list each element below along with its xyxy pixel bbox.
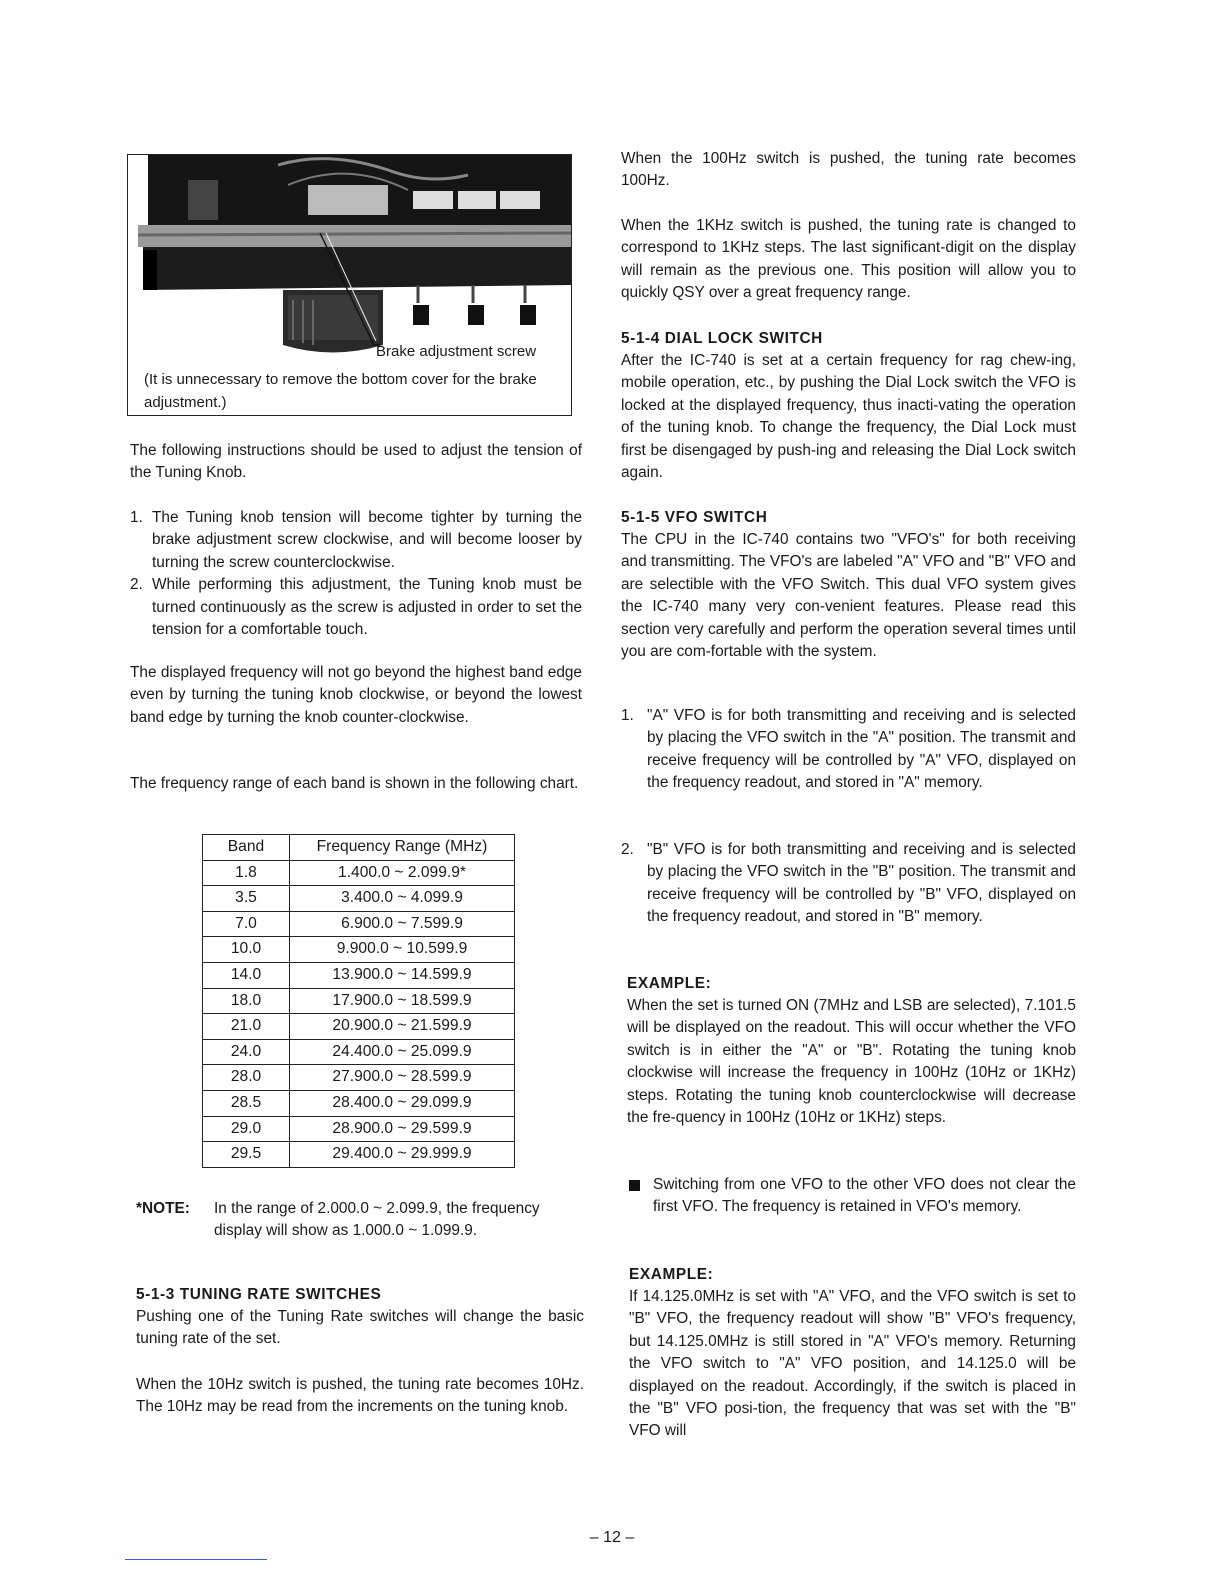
table-row bbox=[203, 1065, 515, 1091]
list-number: 2. bbox=[621, 841, 634, 858]
list-item bbox=[130, 507, 582, 574]
band-cell: 18.0 bbox=[203, 988, 290, 1014]
list-text: "B" VFO is for both transmitting and receiving and is selected by placing the VFO switch in the "B" position. The transmit and receive frequency will be controlled by "B" VFO, displayed on the frequency readout, and stored in "B" memory. bbox=[647, 841, 1076, 926]
band-cell: 1.8 bbox=[203, 860, 290, 886]
table-row bbox=[203, 1090, 515, 1116]
band-edge-paragraph: The displayed frequency will not go beyond the highest band edge even by turning the tuning knob clockwise, or beyond the lowest band edge by turning the knob counter-clockwise. bbox=[130, 664, 582, 726]
table-row bbox=[203, 860, 515, 886]
intro-paragraph: The following instructions should be used to adjust the tension of the Tuning Knob. bbox=[130, 442, 582, 482]
range-cell: 27.900.0 ~ 28.599.9 bbox=[290, 1065, 515, 1091]
range-cell: 29.400.0 ~ 29.999.9 bbox=[290, 1142, 515, 1168]
band-cell: 14.0 bbox=[203, 962, 290, 988]
table-row bbox=[203, 1116, 515, 1142]
band-cell: 24.0 bbox=[203, 1039, 290, 1065]
band-cell: 28.5 bbox=[203, 1090, 290, 1116]
footer-rule bbox=[125, 1559, 267, 1560]
frequency-table bbox=[202, 834, 515, 1168]
list-text: While performing this adjustment, the Tuning knob must be turned continuously as the screw is adjusted in order to set the tension for a comfortable touch. bbox=[152, 576, 582, 639]
1khz-paragraph: When the 1KHz switch is pushed, the tuning rate is changed to correspond to 1KHz steps. The last significant-digit on the display will remain as the previous one. This position will allow you to quickly QSY over a great frequency range. bbox=[621, 217, 1076, 302]
100hz-paragraph: When the 100Hz switch is pushed, the tuning rate becomes 100Hz. bbox=[621, 150, 1076, 190]
figure-caption: (It is unnecessary to remove the bottom cover for the brake adjustment.) bbox=[144, 371, 537, 411]
section-heading: 5-1-3 TUNING RATE SWITCHES bbox=[136, 1286, 382, 1303]
list-item bbox=[621, 705, 1076, 795]
example-paragraph: If 14.125.0MHz is set with "A" VFO, and the VFO switch is set to "B" VFO, the frequency readout will show "B" VFO's frequency, but 14.125.0MHz is still stored in "A" VFO's memory. Returning the VFO switch to "A" VFO position, and 14.125.0 will be displayed on the readout. Accordingly, if the switch is placed in the "B" VFO posi-tion, the frequency that was set with the "B" VFO will bbox=[629, 1288, 1076, 1440]
band-cell: 3.5 bbox=[203, 886, 290, 912]
example-heading: EXAMPLE: bbox=[629, 1266, 714, 1283]
bullet-text: Switching from one VFO to the other VFO does not clear the first VFO. The frequency is retained in VFO's memory. bbox=[653, 1176, 1076, 1216]
example-paragraph: When the set is turned ON (7MHz and LSB are selected), 7.101.5 will be displayed on the readout. This will occur whether the VFO switch is in either the "A" or "B". Rotating the tuning knob clockwise will increase the frequency in 100Hz (10Hz or 1KHz) steps. Rotating the tuning knob counterclockwise will decrease the fre-quency in 100Hz (10Hz or 1KHz) steps. bbox=[627, 997, 1076, 1127]
range-cell: 28.400.0 ~ 29.099.9 bbox=[290, 1090, 515, 1116]
steps-list bbox=[130, 507, 582, 641]
photo-illustration bbox=[128, 155, 572, 365]
table-row bbox=[203, 1039, 515, 1065]
table-header: Band bbox=[203, 835, 290, 861]
range-cell: 6.900.0 ~ 7.599.9 bbox=[290, 911, 515, 937]
band-cell: 28.0 bbox=[203, 1065, 290, 1091]
table-row bbox=[203, 1014, 515, 1040]
band-cell: 7.0 bbox=[203, 911, 290, 937]
table-header: Frequency Range (MHz) bbox=[290, 835, 515, 861]
range-cell: 28.900.0 ~ 29.599.9 bbox=[290, 1116, 515, 1142]
dial-lock-paragraph: After the IC-740 is set at a certain frequency for rag chew-ing, mobile operation, etc., by pushing the Dial Lock switch the VFO is locked at the displayed frequency, thus inacti-vating the operation of the tuning knob. To change the frequency, the Dial Lock must first be disengaged by push-ing and releasing the Dial Lock switch again. bbox=[621, 352, 1076, 482]
band-cell: 29.0 bbox=[203, 1116, 290, 1142]
brake-screw-label: Brake adjustment screw bbox=[376, 343, 537, 360]
page-number: – 12 – bbox=[589, 1529, 635, 1546]
range-cell: 17.900.0 ~ 18.599.9 bbox=[290, 988, 515, 1014]
range-cell: 24.400.0 ~ 25.099.9 bbox=[290, 1039, 515, 1065]
range-cell: 9.900.0 ~ 10.599.9 bbox=[290, 937, 515, 963]
table-row bbox=[203, 962, 515, 988]
figure-box bbox=[127, 154, 572, 416]
section-heading: 5-1-5 VFO SWITCH bbox=[621, 509, 768, 526]
section-paragraph: When the 10Hz switch is pushed, the tuning rate becomes 10Hz. The 10Hz may be read from the increments on the tuning knob. bbox=[136, 1376, 584, 1416]
table-row bbox=[203, 886, 515, 912]
table-row bbox=[203, 1142, 515, 1168]
range-cell: 1.400.0 ~ 2.099.9* bbox=[290, 860, 515, 886]
section-heading: 5-1-4 DIAL LOCK SWITCH bbox=[621, 330, 823, 347]
list-text: The Tuning knob tension will become tighter by turning the brake adjustment screw clockwise, and will become looser by turning the screw counterclockwise. bbox=[152, 509, 582, 571]
note-label: *NOTE: bbox=[136, 1200, 190, 1217]
range-intro-paragraph: The frequency range of each band is shown in the following chart. bbox=[130, 775, 579, 792]
radio-underside-photo bbox=[128, 155, 572, 365]
range-cell: 3.400.0 ~ 4.099.9 bbox=[290, 886, 515, 912]
vfo-switch-paragraph: The CPU in the IC-740 contains two "VFO's" for both receiving and transmitting. The VFO's are labeled "A" VFO and "B" VFO and are selectible with the VFO Switch. This dual VFO system gives the IC-740 many very con-venient features. Please read this section very carefully and perform the operation several times until you are com-fortable with the system. bbox=[621, 531, 1076, 661]
bullet-square-icon bbox=[629, 1180, 640, 1191]
band-cell: 10.0 bbox=[203, 937, 290, 963]
table-row bbox=[203, 911, 515, 937]
note-text: In the range of 2.000.0 ~ 2.099.9, the frequency display will show as 1.000.0 ~ 1.099.9. bbox=[214, 1200, 540, 1240]
range-cell: 13.900.0 ~ 14.599.9 bbox=[290, 962, 515, 988]
table-row bbox=[203, 937, 515, 963]
table-header-row bbox=[203, 835, 515, 861]
list-item bbox=[130, 574, 582, 641]
section-paragraph: Pushing one of the Tuning Rate switches will change the basic tuning rate of the set. bbox=[136, 1308, 584, 1348]
list-number: 1. bbox=[621, 707, 634, 724]
list-text: "A" VFO is for both transmitting and receiving and is selected by placing the VFO switch in the "A" position. The transmit and receive frequency will be controlled by "A" VFO, displayed on the frequency readout, and stored in "A" memory. bbox=[647, 707, 1076, 792]
range-cell: 20.900.0 ~ 21.599.9 bbox=[290, 1014, 515, 1040]
list-number: 2. bbox=[130, 576, 143, 594]
band-cell: 29.5 bbox=[203, 1142, 290, 1168]
example-heading: EXAMPLE: bbox=[627, 975, 712, 992]
bullet-item bbox=[625, 1174, 1076, 1219]
band-cell: 21.0 bbox=[203, 1014, 290, 1040]
list-number: 1. bbox=[130, 509, 143, 526]
list-item bbox=[621, 839, 1076, 929]
table-row bbox=[203, 988, 515, 1014]
